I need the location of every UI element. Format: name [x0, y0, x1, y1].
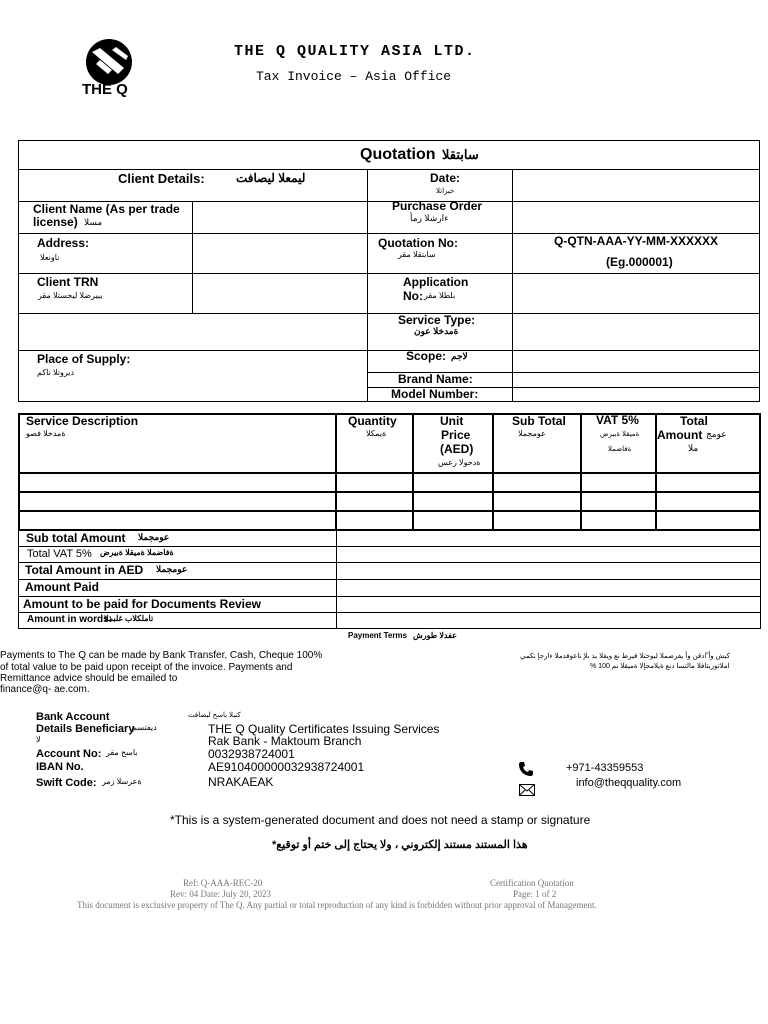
application-label-ar: بلطلا مقر — [424, 291, 456, 300]
amount-in-words-label: Amount in words: — [27, 614, 112, 625]
beneficiary-label: Details Beneficiary — [36, 723, 135, 735]
swift-label: Swift Code: — [36, 777, 97, 789]
col-quantity: Quantity — [348, 414, 397, 428]
place-of-supply-label-ar: ديروتلا ناكم — [37, 368, 75, 377]
col-total: Total — [680, 414, 708, 428]
quotation-no-value: Q-QTN-AAA-YY-MM-XXXXXX — [554, 234, 719, 248]
payment-terms-line-3: Remittance advice should be emailed to — [0, 673, 178, 684]
email-address[interactable]: info@theqquality.com — [576, 777, 682, 789]
phone-icon — [518, 761, 534, 777]
footer-rev: Rev: 04 Date: July 20, 2023 — [170, 889, 271, 899]
col-unit: Unit — [440, 414, 464, 428]
application-label: Application — [403, 275, 469, 289]
client-details-label-ar: ليمعلا ليصافت — [236, 171, 306, 185]
payment-terms-title-ar: عفدلا طورش — [413, 631, 457, 640]
brand-name-label: Brand Name: — [398, 372, 473, 386]
bank-name-value: Rak Bank - Maktoum Branch — [208, 734, 362, 748]
col-unit-aed: (AED) — [440, 442, 474, 456]
place-of-supply-label: Place of Supply: — [37, 352, 131, 366]
application-no-label: No: — [403, 289, 423, 303]
payment-terms-ar-line-1: كيش وأ ًادقن وأ يفرصملا ليوحتلا قيرط نع ويقلا يذ ىلإ تاعوفدملا ءارجإ نكمي — [520, 653, 730, 660]
swift-value: NRAKAEAK — [208, 775, 274, 789]
subtotal-label-ar: عومجملا — [138, 532, 170, 542]
model-number-label: Model Number: — [391, 387, 479, 401]
client-name-label-ar: مسلا — [84, 217, 103, 227]
payment-terms-title: Payment Terms — [348, 631, 407, 640]
vat-label-ar: ةفاضملا ةميقلا ةبيرض — [100, 548, 174, 557]
amount-to-pay-label: Amount to be paid for Documents Review — [23, 597, 262, 611]
col-quantity-ar: ةيمكلا — [366, 429, 387, 438]
col-unit-price-ar: ةدحولا رعس — [438, 458, 481, 467]
col-unit-price: Price — [441, 428, 471, 442]
service-type-label-ar: ةمدخلا عون — [414, 326, 459, 336]
col-sub-total: Sub Total — [512, 414, 566, 428]
amount-paid-label: Amount Paid — [25, 580, 99, 594]
col-service-description: Service Description — [26, 414, 139, 428]
payment-terms-ar-line-2: املاتوريتافلا مالتسا دنع ةيلامجإلا ةميقلا نم 100 % — [590, 663, 730, 670]
quotation-title-ar: سابتقلا — [442, 147, 479, 162]
payment-terms-line-4: finance@q- ae.com. — [0, 684, 90, 695]
col-total-ar-2: ملا — [688, 443, 699, 453]
col-vat-ar: ةميقلا ةبيرض — [600, 431, 640, 438]
col-sub-total-ar: عومجملا — [518, 429, 546, 438]
bank-account-label: Bank Account — [36, 711, 110, 723]
client-trn-label-ar: يبيرضلا ليجستلا مقر — [38, 291, 103, 300]
logo-emblem-icon — [78, 38, 140, 86]
footer-page: Page: 1 of 2 — [513, 889, 557, 899]
scope-label: Scope: — [406, 349, 447, 363]
col-total-amount: Amount — [657, 428, 703, 442]
vat-label: Total VAT 5% — [27, 548, 92, 560]
account-no-label-ar: باسح مقر — [106, 748, 138, 757]
col-vat-ar-2: ةفاضملا — [608, 446, 632, 453]
quotation-no-label-ar: سابتقلا مقر — [398, 250, 436, 259]
system-generated-notice-ar: هذا المستند مستند إلكتروني ، ولا يحتاج إلى ختم أو توقيع* — [272, 839, 528, 851]
footer-ref: Ref: Q-AAA-REC-20 — [183, 878, 263, 888]
client-details-label: Client Details: — [118, 171, 205, 186]
total-aed-label: Total Amount in AED — [25, 563, 144, 577]
service-type-label: Service Type: — [398, 313, 476, 327]
col-vat: VAT 5% — [596, 413, 639, 427]
document-subtitle: Tax Invoice – Asia Office — [256, 69, 452, 84]
date-label: Date: — [430, 171, 461, 185]
client-name-label: Client Name (As per trade — [33, 202, 180, 216]
beneficiary-label-ar-2: لا — [36, 735, 41, 744]
col-service-description-ar: ةمدخلا فصو — [26, 429, 66, 438]
address-label: Address: — [37, 236, 90, 250]
purchase-order-label: Purchase Order — [392, 199, 483, 213]
envelope-icon — [519, 784, 535, 796]
bank-account-label-ar: كنبلا باسح ليصافت — [188, 712, 241, 719]
client-trn-label: Client TRN — [37, 275, 99, 289]
company-name: THE Q QUALITY ASIA LTD. — [234, 43, 476, 60]
scope-label-ar: لاجم — [451, 351, 468, 361]
company-logo — [78, 38, 140, 100]
footer-disclaimer: This document is exclusive property of The Q. Any partial or total reproduction of any kind is forbidden without prior approval of Management. — [77, 900, 597, 910]
amount-in-words-label-ar: تاملكلاب غلبملا — [104, 614, 154, 623]
beneficiary-value: THE Q Quality Certificates Issuing Services — [208, 722, 440, 736]
logo-text: THE Q — [82, 81, 128, 98]
payment-terms-line-2: of total value to be paid upon receipt of the invoice. Payments and — [0, 662, 293, 673]
quotation-no-label: Quotation No: — [378, 236, 458, 250]
payment-terms-line-1: Payments to The Q can be made by Bank Transfer, Cash, Cheque 100% — [0, 650, 323, 661]
phone-number[interactable]: +971-43359553 — [566, 762, 644, 774]
beneficiary-label-ar: ديفتسم — [132, 723, 157, 732]
date-label-ar: خيراتلا — [436, 188, 455, 195]
account-no-value: 0032938724001 — [208, 747, 295, 761]
address-label-ar: ناونعلا — [40, 253, 60, 262]
total-aed-label-ar: عومجملا — [156, 564, 188, 574]
iban-value: AE910400000032938724001 — [208, 760, 365, 774]
purchase-order-label-ar: ءارشلا رمأ — [410, 213, 449, 223]
client-name-label-2: license) — [33, 215, 78, 229]
account-no-label: Account No: — [36, 748, 102, 760]
subtotal-label: Sub total Amount — [26, 531, 126, 545]
swift-label-ar: ةعرسلا زمر — [102, 777, 142, 786]
footer-cert: Certification Quotation — [490, 878, 574, 888]
quotation-title: Quotation — [360, 146, 436, 163]
col-total-ar: عومج — [706, 429, 727, 439]
iban-label: IBAN No. — [36, 761, 84, 773]
quotation-no-example: (Eg.000001) — [606, 255, 673, 269]
system-generated-notice: *This is a system-generated document and does not need a stamp or signature — [170, 813, 591, 827]
